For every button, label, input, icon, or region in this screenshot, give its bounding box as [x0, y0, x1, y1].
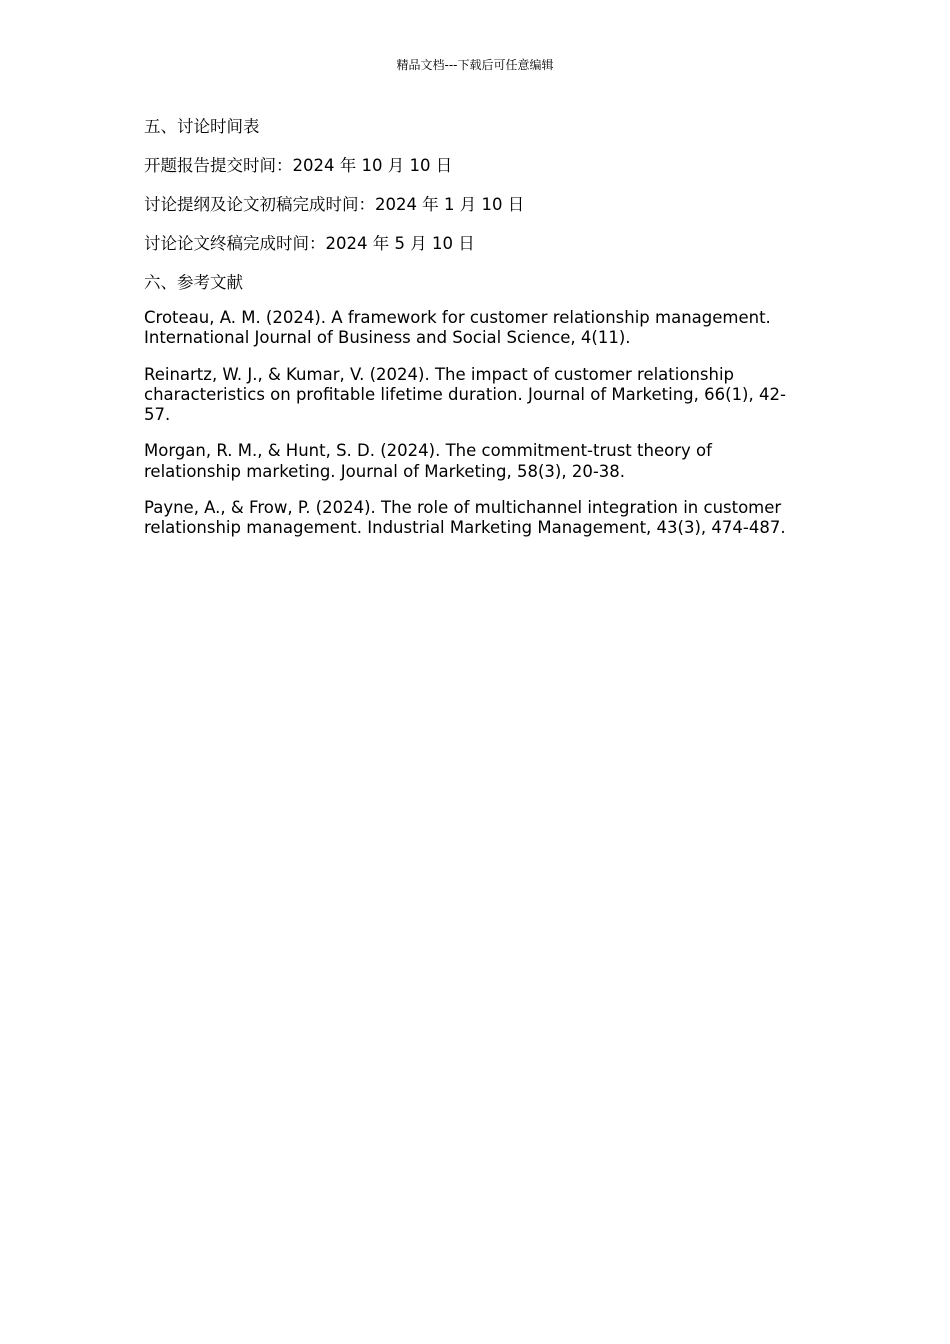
schedule-heading: 五、讨论时间表 — [144, 117, 260, 136]
document-body — [144, 117, 804, 555]
reference-list — [144, 308, 804, 539]
reference-item: Reinartz, W. J., & Kumar, V. (2024). The impact of customer relationship characteristics on profitable lifetime duration. Journal of Marketing, 66(1), 42-57. — [144, 364, 786, 425]
schedule-item-proposal: 开题报告提交时间：2024 年 10 月 10 日 — [144, 156, 453, 175]
schedule-item-final: 讨论论文终稿完成时间：2024 年 5 月 10 日 — [144, 234, 475, 253]
schedule-item-draft: 讨论提纲及论文初稿完成时间：2024 年 1 月 10 日 — [144, 195, 525, 214]
reference-item: Payne, A., & Frow, P. (2024). The role of multichannel integration in customer relationship management. Industrial Marketing Management, 43(3), 474-487. — [144, 498, 786, 538]
references-heading: 六、参考文献 — [144, 273, 243, 292]
reference-item: Croteau, A. M. (2024). A framework for customer relationship management. International Journal of Business and Social Science, 4(11). — [144, 308, 771, 348]
reference-item: Morgan, R. M., & Hunt, S. D. (2024). The commitment-trust theory of relationship marketing. Journal of Marketing, 58(3), 20-38. — [144, 441, 712, 481]
page-header: 精品文档---下载后可任意编辑 — [396, 58, 554, 72]
